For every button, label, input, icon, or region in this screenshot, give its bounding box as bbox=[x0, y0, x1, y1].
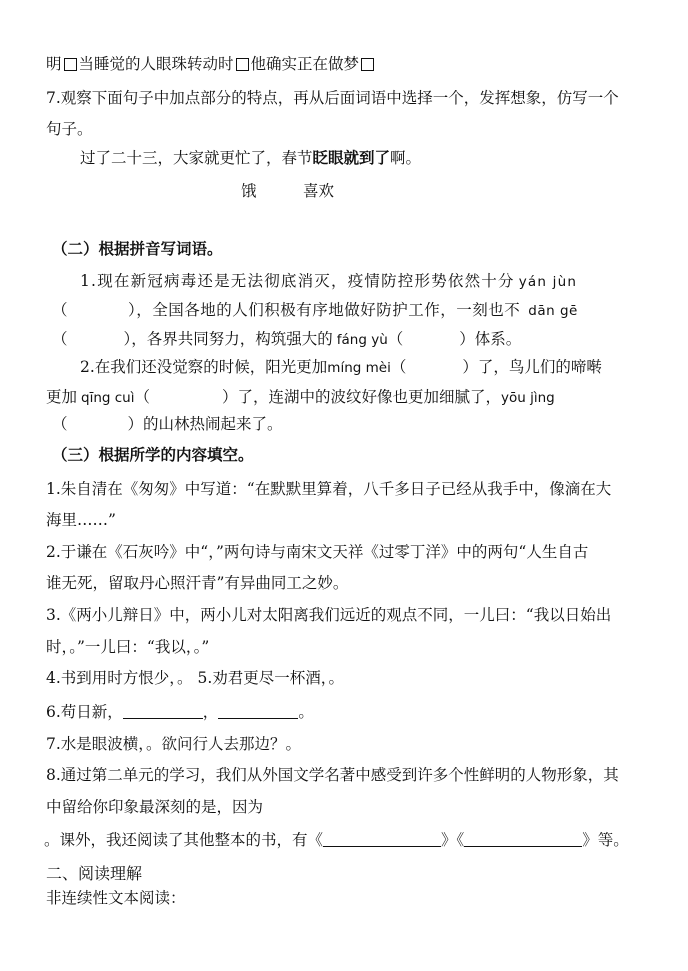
part2-subtitle: 非连续性文本阅读： bbox=[46, 889, 186, 907]
s3-item1-line2: 海里……” bbox=[46, 511, 116, 529]
part2-title: 二、阅读理解 bbox=[46, 864, 143, 883]
s2-p2-line3 bbox=[52, 413, 283, 435]
s2-p1-line1 bbox=[80, 270, 577, 293]
text-fragment: ， bbox=[202, 703, 219, 721]
word-choice-2: 喜欢 bbox=[303, 182, 335, 200]
text-fragment: 。课外，我还阅读了其他整本的书，有《 bbox=[44, 831, 324, 849]
example-text-end: 啊。 bbox=[390, 149, 422, 167]
text-fragment: 》《 bbox=[441, 831, 465, 849]
s2-p1-line2 bbox=[52, 299, 578, 322]
s3-item3-line1: 3.《两小儿辩日》中，两小儿对太阳离我们远近的观点不同，一儿曰：“我以日始出 bbox=[46, 606, 612, 624]
example-emphasis: 眨眼就到了 bbox=[312, 148, 391, 167]
s2-p2-line1 bbox=[80, 356, 602, 379]
paren-open: （ bbox=[390, 358, 407, 376]
paren-open: （ bbox=[52, 330, 68, 348]
s3-item2-line1: 2.于谦在《石灰吟》中“，”两句诗与南宋文天祥《过零丁洋》中的两句“人生自古 bbox=[46, 543, 589, 561]
answer-underline[interactable] bbox=[123, 703, 203, 719]
answer-underline[interactable] bbox=[218, 703, 298, 719]
pinyin: qīng cuì bbox=[81, 390, 135, 406]
text-fragment: 。 bbox=[298, 703, 314, 721]
text-fragment: 明 bbox=[46, 55, 62, 73]
text-fragment: ）的山林热闹起来了。 bbox=[127, 415, 283, 433]
answer-box[interactable] bbox=[361, 58, 374, 71]
section2-title: （二）根据拼音写词语。 bbox=[52, 239, 223, 258]
text-fragment: ）了，鸟儿们的啼啭 bbox=[462, 358, 602, 376]
section3-title: （三）根据所学的内容填空。 bbox=[52, 445, 254, 464]
example-text: 过了二十三，大家就更忙了，春节 bbox=[80, 149, 313, 167]
text-fragment: 1.现在新冠病毒还是无法彻底消灭，疫情防控形势依然十分 bbox=[80, 272, 515, 290]
answer-box[interactable] bbox=[64, 58, 77, 71]
text-fragment: ）体系。 bbox=[459, 330, 522, 348]
s3-item8-line2: 中留给你印象最深刻的是，因为 bbox=[46, 798, 264, 816]
pinyin: yán jùn bbox=[518, 274, 578, 290]
s2-p2-line2 bbox=[46, 386, 555, 409]
text-fragment: 2.在我们还没觉察的时候，阳光更加 bbox=[80, 358, 328, 376]
pinyin: yōu jìng bbox=[501, 390, 555, 406]
text-fragment: 更加 bbox=[46, 388, 78, 406]
word-choice-1: 饿 bbox=[241, 182, 257, 200]
s2-p1-line3 bbox=[52, 328, 521, 351]
punctuation-line bbox=[46, 53, 376, 75]
s3-item4-5: 4.书到用时方恨少，。 5.劝君更尽一杯酒，。 bbox=[46, 669, 345, 687]
book-title-blank[interactable] bbox=[323, 831, 441, 847]
s3-item6 bbox=[46, 701, 314, 723]
pinyin: míng mèi bbox=[327, 360, 391, 376]
pinyin: fáng yù bbox=[336, 332, 388, 348]
s3-item1-line1: 1.朱自清在《匆匆》中写道：“在默默里算着，八千多日子已经从我手中，像滴在大 bbox=[46, 480, 612, 498]
text-fragment: ），各界共同努力，构筑强大的 bbox=[123, 330, 333, 348]
paren-open: （ bbox=[134, 388, 150, 406]
text-fragment: 他确实正在做梦 bbox=[250, 55, 360, 73]
paren-open: （ bbox=[387, 330, 404, 348]
q7-example bbox=[80, 147, 421, 169]
text-fragment: ），全国各地的人们积极有序地做好防护工作，一刻也不 bbox=[128, 301, 521, 319]
s3-item7: 7.水是眼波横，。欲问行人去那边？。 bbox=[46, 735, 302, 753]
s3-item2-line2: 谁无死，留取丹心照汗青”有异曲同工之妙。 bbox=[46, 574, 349, 592]
s3-item8-line1: 8.通过第二单元的学习，我们从外国文学名著中感受到许多个性鲜明的人物形象，其 bbox=[46, 766, 619, 784]
q7-line1: 7.观察下面句子中加点部分的特点，再从后面词语中选择一个，发挥想象，仿写一个 bbox=[46, 89, 619, 107]
pinyin: dān gē bbox=[528, 303, 578, 319]
text-fragment: ）了，连湖中的波纹好像也更加细腻了， bbox=[222, 388, 502, 406]
book-title-blank[interactable] bbox=[464, 831, 582, 847]
text-fragment: 》等。 bbox=[582, 831, 629, 849]
text-fragment: 当睡觉的人眼珠转动时 bbox=[78, 55, 234, 73]
s3-item3-line2: 时，。”一儿曰：“我以，。” bbox=[46, 638, 210, 656]
paren-open: （ bbox=[52, 301, 69, 319]
s3-item8-line3 bbox=[44, 829, 629, 851]
q7-line2: 句子。 bbox=[46, 120, 93, 138]
answer-box[interactable] bbox=[236, 58, 249, 71]
paren-open: （ bbox=[52, 415, 68, 433]
text-fragment: 6.苟日新， bbox=[46, 703, 123, 721]
